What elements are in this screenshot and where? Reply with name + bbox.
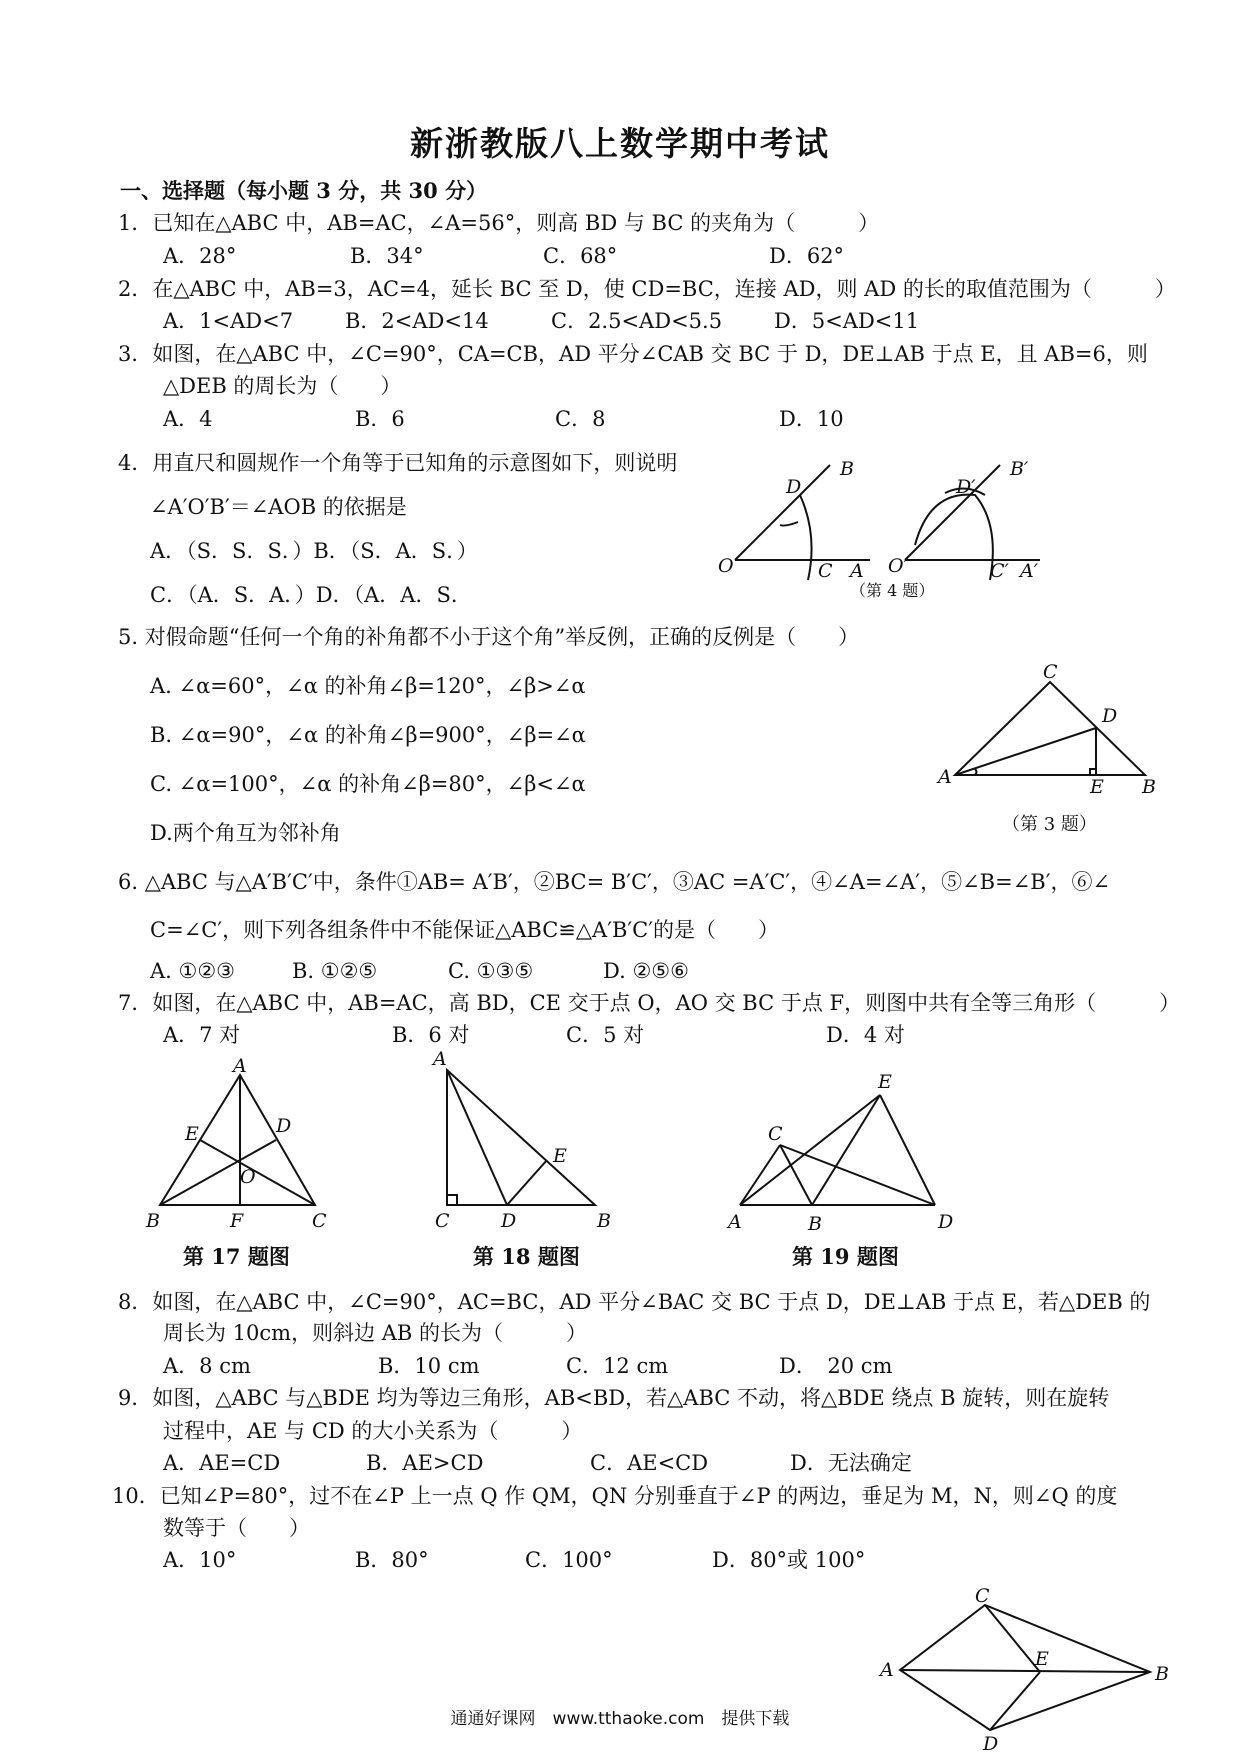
label-d: D — [938, 1211, 954, 1233]
q9-stem-2: 过程中，AE 与 CD 的大小关系为（ ） — [163, 1419, 583, 1443]
label-o: O — [718, 555, 734, 577]
label-e: E — [185, 1123, 199, 1145]
q10-option-c: C．100° — [525, 1548, 613, 1572]
label-c: C — [312, 1210, 327, 1232]
arc — [800, 495, 812, 580]
q10-option-b: B．80° — [355, 1548, 429, 1572]
segment-ad — [447, 1070, 507, 1205]
q10-stem: 10．已知∠P=80°，过不在∠P 上一点 Q 作 QM，QN 分别垂直于∠P 的两边，垂足为 M，N，则∠Q 的度 — [112, 1484, 1118, 1508]
q8-option-c: C．12 cm — [566, 1354, 669, 1378]
right-angle-c — [447, 1195, 457, 1205]
q4-options-ab: A．（S．S．S．）B．（S．A．S．） — [150, 539, 478, 563]
q2-option-a: A．1<AD<7 — [163, 309, 294, 333]
segment-cd — [780, 1145, 935, 1205]
label-f: F — [230, 1210, 244, 1232]
label-b: B — [808, 1213, 822, 1235]
q6-option-d: D. ②⑤⑥ — [603, 959, 689, 983]
q6-option-c: C. ①③⑤ — [448, 959, 534, 983]
label-b: B — [840, 458, 854, 480]
label-a: A — [233, 1055, 247, 1077]
q3-option-c: C．8 — [555, 407, 606, 431]
figure-18 — [425, 1050, 635, 1240]
q5-stem: 5. 对假命题“任何一个角的补角都不小于这个角”举反例，正确的反例是（ ） — [118, 625, 860, 649]
segment-ae — [740, 1095, 880, 1205]
q10-option-d: D．80°或 100° — [712, 1548, 866, 1572]
q5-option-d: D.两个角互为邻补角 — [150, 821, 341, 845]
q2-option-c: C．2.5<AD<5.5 — [551, 309, 723, 333]
label-c: C — [435, 1210, 450, 1232]
label-a-prime: A′ — [1020, 560, 1039, 582]
label-e: E — [553, 1145, 567, 1167]
figure-19 — [720, 1070, 960, 1240]
label-d: D — [786, 476, 802, 498]
q7-option-a: A．7 对 — [163, 1023, 241, 1047]
figure-17-caption: 第 17 题图 — [183, 1244, 290, 1269]
q3-figure — [930, 660, 1170, 840]
figure-19-caption: 第 19 题图 — [792, 1244, 899, 1269]
label-e: E — [1035, 1648, 1049, 1670]
q9-option-a: A．AE=CD — [163, 1451, 281, 1475]
q6-stem: 6. △ABC 与△A′B′C′中，条件①AB= A′B′，②BC= B′C′，③AC =A′C′，④∠A=∠A′，⑤∠B=∠B′，⑥∠ — [118, 870, 1111, 894]
label-e: E — [1090, 776, 1104, 798]
label-b: B — [1142, 776, 1156, 798]
q6-option-b: B. ①②⑤ — [292, 959, 378, 983]
q6-option-a: A. ①②③ — [150, 959, 235, 983]
q1-option-c: C．68° — [543, 244, 618, 268]
q7-option-d: D．4 对 — [826, 1023, 905, 1047]
figure-17 — [140, 1055, 340, 1240]
label-d: D — [983, 1733, 999, 1754]
q5-option-b: B. ∠α=90°，∠α 的补角∠β=900°，∠β=∠α — [150, 723, 586, 747]
label-a: A — [433, 1048, 447, 1070]
label-c: C — [1043, 661, 1058, 683]
label-b-prime: B′ — [1010, 458, 1029, 480]
label-a: A — [938, 766, 952, 788]
label-d-prime: D′ — [956, 476, 976, 498]
q1-option-d: D．62° — [769, 244, 845, 268]
q4-figure — [700, 455, 1080, 615]
q3-option-a: A．4 — [163, 407, 213, 431]
label-c: C — [818, 560, 833, 582]
figure-18-caption: 第 18 题图 — [473, 1244, 580, 1269]
q4-stem-2: ∠A′O′B′＝∠AOB 的依据是 — [150, 495, 407, 519]
q2-stem: 2．在△ABC 中，AB=3，AC=4，延长 BC 至 D，使 CD=BC，连接 AD，则 AD 的长的取值范围为（ ） — [118, 277, 1176, 301]
label-d: D — [276, 1115, 292, 1137]
label-d: D — [501, 1210, 517, 1232]
arc-small — [780, 522, 798, 526]
q5-option-a: A. ∠α=60°，∠α 的补角∠β=120°，∠β>∠α — [150, 674, 586, 698]
label-b: B — [146, 1210, 160, 1232]
label-c-prime: C′ — [990, 560, 1009, 582]
label-a: A — [850, 560, 864, 582]
q4-stem: 4．用直尺和圆规作一个角等于已知角的示意图如下，则说明 — [118, 451, 678, 475]
q1-option-b: B．34° — [350, 244, 424, 268]
q3-stem: 3．如图，在△ABC 中，∠C=90°，CA=CB，AD 平分∠CAB 交 BC 于 D，DE⊥AB 于点 E，且 AB=6，则 — [118, 342, 1148, 366]
segment-be — [812, 1095, 880, 1205]
q2-option-d: D．5<AD<11 — [774, 309, 920, 333]
label-a: A — [728, 1211, 742, 1233]
triangle-acb — [447, 1070, 595, 1205]
q3-caption: （第 3 题） — [1002, 814, 1097, 835]
label-o: O — [240, 1166, 256, 1188]
section-heading: 一、选择题（每小题 3 分，共 30 分） — [120, 178, 488, 203]
label-c: C — [975, 1585, 990, 1607]
label-c: C — [768, 1123, 783, 1145]
q7-option-b: B．6 对 — [392, 1023, 470, 1047]
q3-stem-2: △DEB 的周长为（ ） — [163, 374, 402, 398]
q9-option-c: C．AE<CD — [590, 1451, 709, 1475]
segment-de — [507, 1160, 547, 1205]
q6-stem-2: C=∠C′，则下列各组条件中不能保证△ABC≌△A′B′C′的是（ ） — [150, 918, 780, 942]
q8-option-d: D． 20 cm — [779, 1354, 893, 1378]
q3-option-b: B．6 — [355, 407, 405, 431]
q4-caption: （第 4 题） — [850, 581, 935, 600]
ray-ob — [735, 465, 830, 560]
triangle-abc — [955, 682, 1145, 775]
segment-ab — [900, 1670, 1150, 1672]
segment-ed — [880, 1095, 935, 1205]
q10-option-a: A．10° — [163, 1548, 237, 1572]
triangle-abc — [160, 1075, 315, 1205]
q8-option-a: A．8 cm — [163, 1354, 251, 1378]
q1-option-a: A．28° — [163, 244, 237, 268]
page-title: 新浙教版八上数学期中考试 — [410, 124, 830, 163]
q9-stem: 9．如图，△ABC 与△BDE 均为等边三角形，AB<BD，若△ABC 不动，将△BDE 绕点 B 旋转，则在旋转 — [118, 1386, 1110, 1410]
q3-option-d: D．10 — [779, 407, 844, 431]
q5-option-c: C. ∠α=100°，∠α 的补角∠β=80°，∠β<∠α — [150, 772, 586, 796]
label-d: D — [1102, 705, 1118, 727]
q8-stem-2: 周长为 10cm，则斜边 AB 的长为（ ） — [163, 1321, 588, 1345]
q8-option-b: B．10 cm — [378, 1354, 480, 1378]
footer-source: 通通好课网 www.tthaoke.com 提供下载 — [450, 1709, 790, 1729]
q4-options-cd: C．（A．S．A．）D．（A．A．S． — [150, 583, 472, 607]
label-o-prime: O′ — [888, 555, 908, 577]
label-a: A — [880, 1659, 894, 1681]
q10-stem-2: 数等于（ ） — [163, 1516, 310, 1540]
segment-ce — [985, 1605, 1040, 1672]
q7-stem: 7．如图，在△ABC 中，AB=AC，高 BD，CE 交于点 O，AO 交 BC 于点 F，则图中共有全等三角形（ ） — [118, 991, 1181, 1015]
label-b: B — [597, 1210, 611, 1232]
segment-ac — [740, 1145, 780, 1205]
segment-cb — [780, 1145, 812, 1205]
q9-option-d: D．无法确定 — [790, 1451, 912, 1475]
angle-mark — [975, 769, 977, 775]
segment-ad — [955, 728, 1096, 775]
label-e: E — [878, 1071, 892, 1093]
q1-stem: 1．已知在△ABC 中，AB=AC，∠A=56°，则高 BD 与 BC 的夹角为（ ） — [118, 211, 880, 235]
q8-stem: 8．如图，在△ABC 中，∠C=90°，AC=BC，AD 平分∠BAC 交 BC 于点 D，DE⊥AB 于点 E，若△DEB 的 — [118, 1290, 1151, 1314]
label-b: B — [1155, 1663, 1169, 1685]
q9-option-b: B．AE>CD — [366, 1451, 484, 1475]
q2-option-b: B．2<AD<14 — [345, 309, 489, 333]
q7-option-c: C．5 对 — [566, 1023, 645, 1047]
